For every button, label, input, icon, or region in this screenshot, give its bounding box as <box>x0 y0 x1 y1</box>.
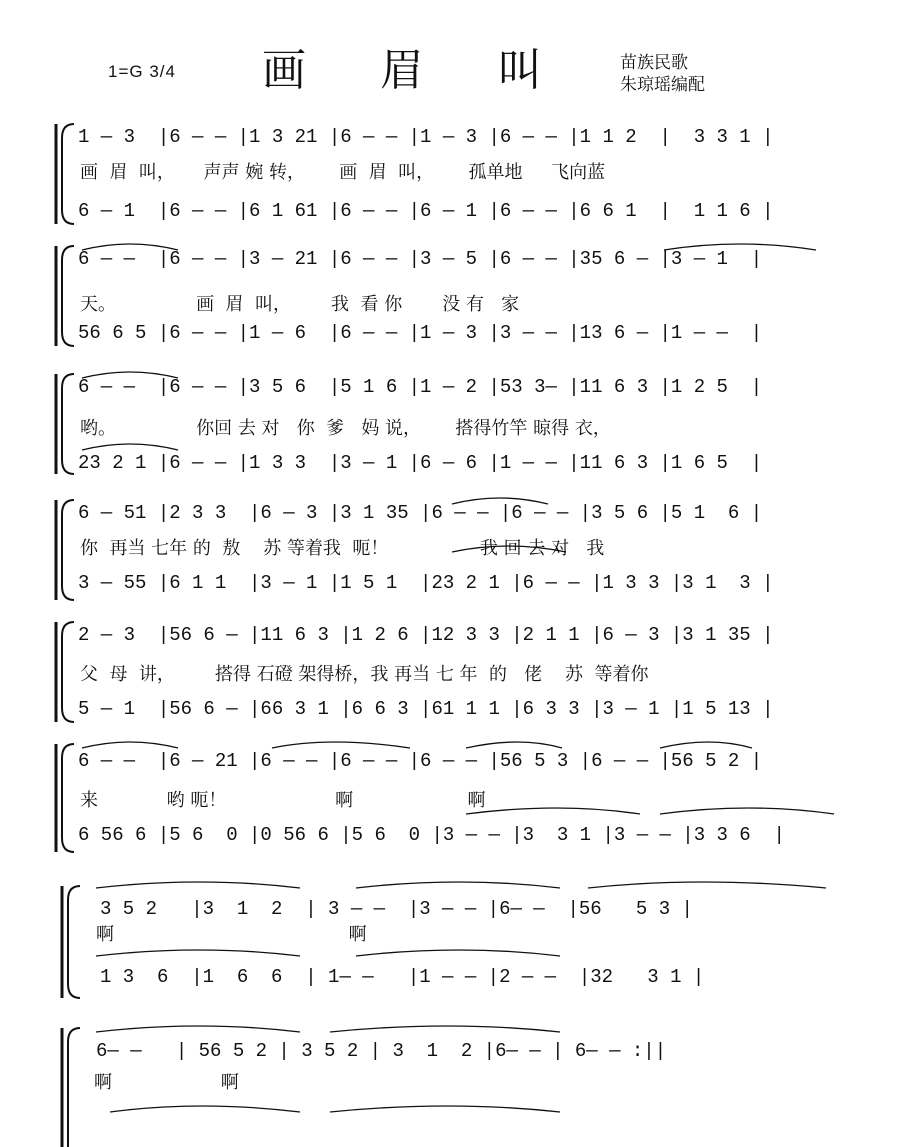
lower-voice-line: 5 — 1 |56 6 — |66 3 1 |6 6 3 |61 1 1 |6 3 3 |3 — 1 |1 5 13 | <box>78 698 774 720</box>
bracket-icon <box>52 616 78 728</box>
lower-voice-line: 56 6 5 |6 — — |1 — 6 |6 — — |1 — 3 |3 — — |13 6 — |1 — — | <box>78 322 763 344</box>
upper-voice-line: 6 — — |6 — — |3 — 21 |6 — — |3 — 5 |6 — — |35 6 — |3 — 1 | <box>78 248 763 270</box>
slur-marks <box>0 876 902 896</box>
lyrics-line: 啊 啊 <box>94 1072 239 1093</box>
song-title: 画 眉 叫 <box>262 45 572 96</box>
slur-marks <box>0 1100 902 1120</box>
key-signature: 1=G 3/4 <box>108 62 176 81</box>
upper-voice-line: 1 — 3 |6 — — |1 3 21 |6 — — |1 — 3 |6 — — |1 1 2 | 3 3 1 | <box>78 126 774 148</box>
lower-voice-line: 23 2 1 |6 — — |1 3 3 |3 — 1 |6 — 6 |1 — — |11 6 3 |1 6 5 | <box>78 452 763 474</box>
lyrics-line: 天。 画 眉 叫， 我 看 你 没 有 家 <box>80 294 520 315</box>
score-system-3 <box>0 368 902 480</box>
upper-voice-line: 6 — — |6 — 21 |6 — — |6 — — |6 — — |56 5 3 |6 — — |56 5 2 | <box>78 750 763 772</box>
credit-origin: 苗族民歌 <box>620 53 688 73</box>
score-system-2 <box>0 240 902 352</box>
bracket-icon <box>58 1022 98 1147</box>
credit-arranger: 朱琼瑶编配 <box>620 75 705 95</box>
lyrics-line: 父 母 讲， 搭得 石磴 架得桥，我 再当 七 年 的 佬 苏 等着你 <box>80 664 649 685</box>
score-system-7 <box>0 880 902 1005</box>
lower-voice-line: 3 — 55 |6 1 1 |3 — 1 |1 5 1 |23 2 1 |6 — — |1 3 3 |3 1 3 | <box>78 572 774 594</box>
lyrics-line: 哟。 你回 去 对 你 爹 妈 说， 搭得竹竿 晾得 衣， <box>80 418 611 439</box>
score-system-8 <box>0 1022 902 1147</box>
bracket-icon <box>52 118 78 230</box>
upper-voice-line: 6— — | 56 5 2 | 3 5 2 | 3 1 2 |6— — | 6— — :|| <box>96 1040 667 1062</box>
score-system-1 <box>0 118 902 230</box>
upper-voice-line: 2 — 3 |56 6 — |11 6 3 |1 2 6 |12 3 3 |2 1 1 |6 — 3 |3 1 35 | <box>78 624 774 646</box>
upper-voice-line: 6 — 51 |2 3 3 |6 — 3 |3 1 35 |6 — — |6 — — |3 5 6 |5 1 6 | <box>78 502 763 524</box>
lower-voice-line: 1 3 6 |1 6 6 | 1— — |1 — — |2 — — |32 3 1 | <box>100 966 705 988</box>
slur-marks <box>0 1020 902 1040</box>
score-system-5 <box>0 616 902 728</box>
score-system-4 <box>0 494 902 606</box>
lyrics-line: 你 再当 七年 的 敖 苏 等着我 呃！ 我 回 去 对 我 <box>80 538 605 559</box>
lower-voice-line: 6 — 1 |6 — — |6 1 61 |6 — — |6 — 1 |6 — — |6 6 1 | 1 1 6 | <box>78 200 774 222</box>
lower-voice-line: 6 56 6 |5 6 0 |0 56 6 |5 6 0 |3 — — |3 3 1 |3 — — |3 3 6 | <box>78 824 785 846</box>
bracket-icon <box>52 738 78 858</box>
lyrics-line: 来 哟 呃！ 啊 啊 <box>80 790 486 811</box>
lyrics-line: 啊 啊 <box>96 924 367 945</box>
slur-marks <box>0 944 902 964</box>
upper-voice-line: 6 — — |6 — — |3 5 6 |5 1 6 |1 — 2 |53 3— |11 6 3 |1 2 5 | <box>78 376 763 398</box>
lyrics-line: 画 眉 叫， 声声 婉 转， 画 眉 叫， 孤单地 飞向蓝 <box>80 162 606 183</box>
upper-voice-line: 3 5 2 |3 1 2 | 3 — — |3 — — |6— — |56 5 3 | <box>100 898 693 920</box>
bracket-icon <box>58 880 98 1005</box>
score-system-6 <box>0 738 902 858</box>
